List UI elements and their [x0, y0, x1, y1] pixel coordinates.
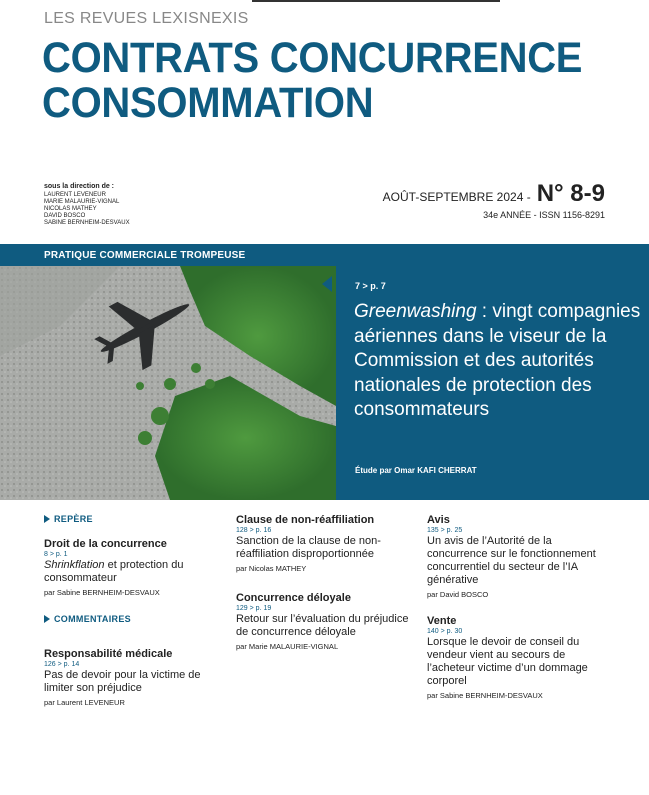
aerial-photo	[0, 266, 336, 500]
feature-author: Étude par Omar KAFI CHERRAT	[355, 466, 477, 475]
triangle-icon	[44, 515, 50, 523]
headline-rest: : vingt compagnies aériennes dans le viseur de la Commission et des autorités nationales de protection des consommateurs	[354, 301, 641, 420]
article-deloyale[interactable]	[236, 592, 411, 651]
column-middle	[236, 514, 411, 651]
pointer-triangle	[322, 276, 332, 292]
article-text: Lorsque le devoir de conseil du vendeur vient au secours de l’acheteur victime d’un dommage corporel	[427, 636, 588, 687]
year-issn: 34e ANNÉE - ISSN 1156-8291	[483, 210, 605, 220]
article-text-italic: Shrinkflation	[44, 559, 105, 571]
direction-label: sous la direction de :	[44, 183, 115, 190]
article-ref: 128 > p. 16	[236, 527, 272, 534]
editorial-direction	[44, 183, 130, 227]
headline-italic: Greenwashing	[354, 301, 477, 322]
director-name: MARIE MALAURIE-VIGNAL	[44, 199, 120, 205]
article-rubric: Droit de la concurrence	[44, 538, 167, 550]
airplane-forest-image	[0, 266, 336, 500]
triangle-icon	[44, 615, 50, 623]
section-repere	[44, 514, 219, 524]
director-name: SABINE BERNHEIM-DESVAUX	[44, 220, 130, 226]
article-ref: 8 > p. 1	[44, 551, 68, 558]
section-repere-label: REPÈRE	[54, 514, 93, 524]
article-avis[interactable]	[427, 514, 602, 599]
article-ref: 126 > p. 14	[44, 661, 80, 668]
article-text	[44, 559, 219, 585]
top-rule	[252, 0, 500, 2]
article-text: Retour sur l’évaluation du préjudice de concurrence déloyale	[236, 613, 409, 638]
article-ref: 129 > p. 19	[236, 605, 272, 612]
article-text: Pas de devoir pour la victime de limiter son préjudice	[44, 669, 201, 694]
article-author: par Nicolas MATHEY	[236, 564, 307, 573]
article-author: par Sabine BERNHEIM-DESVAUX	[44, 588, 160, 597]
column-right	[427, 514, 602, 700]
article-text: Un avis de l’Autorité de la concurrence sur le fonctionnement concurrentiel du secteur de l’IA générative	[427, 535, 596, 586]
article-responsabilite[interactable]	[44, 648, 219, 707]
issue-date: AOÛT-SEPTEMBRE 2024 -	[382, 190, 531, 204]
section-commentaires	[44, 614, 219, 624]
article-author: par Laurent LEVENEUR	[44, 698, 125, 707]
article-ref: 140 > p. 30	[427, 628, 463, 635]
article-text-rest: et protection du consommateur	[44, 559, 184, 584]
article-author: par David BOSCO	[427, 590, 489, 599]
publisher-name: LES REVUES LEXISNEXIS	[44, 10, 249, 27]
article-author: par Sabine BERNHEIM-DESVAUX	[427, 691, 543, 700]
title-line-1: CONTRATS CONCURRENCE	[42, 34, 583, 82]
director-name: LAURENT LEVENEUR	[44, 192, 106, 198]
article-rubric: Avis	[427, 514, 450, 526]
director-name: NICOLAS MATHEY	[44, 206, 97, 212]
article-rubric: Clause de non-réaffiliation	[236, 514, 375, 526]
article-droit[interactable]	[44, 538, 219, 597]
article-text: Sanction de la clause de non-réaffiliation disproportionnée	[236, 535, 381, 560]
article-clause[interactable]	[236, 514, 411, 573]
journal-title	[42, 36, 582, 126]
article-vente[interactable]	[427, 615, 602, 700]
title-line-2: CONSOMMATION	[42, 79, 374, 127]
article-rubric: Responsabilité médicale	[44, 648, 173, 660]
article-author: par Marie MALAURIE-VIGNAL	[236, 642, 339, 651]
feature-section-label: PRATIQUE COMMERCIALE TROMPEUSE	[44, 250, 246, 261]
article-ref: 135 > p. 25	[427, 527, 463, 534]
director-name: DAVID BOSCO	[44, 213, 86, 219]
article-rubric: Vente	[427, 615, 457, 627]
column-left	[44, 514, 219, 707]
feature-ref: 7 > p. 7	[355, 281, 386, 291]
issue-number: N° 8-9	[536, 180, 605, 207]
issue-info	[383, 180, 605, 220]
article-rubric: Concurrence déloyale	[236, 592, 351, 604]
section-commentaires-label: COMMENTAIRES	[54, 614, 131, 624]
feature-headline	[354, 300, 644, 423]
